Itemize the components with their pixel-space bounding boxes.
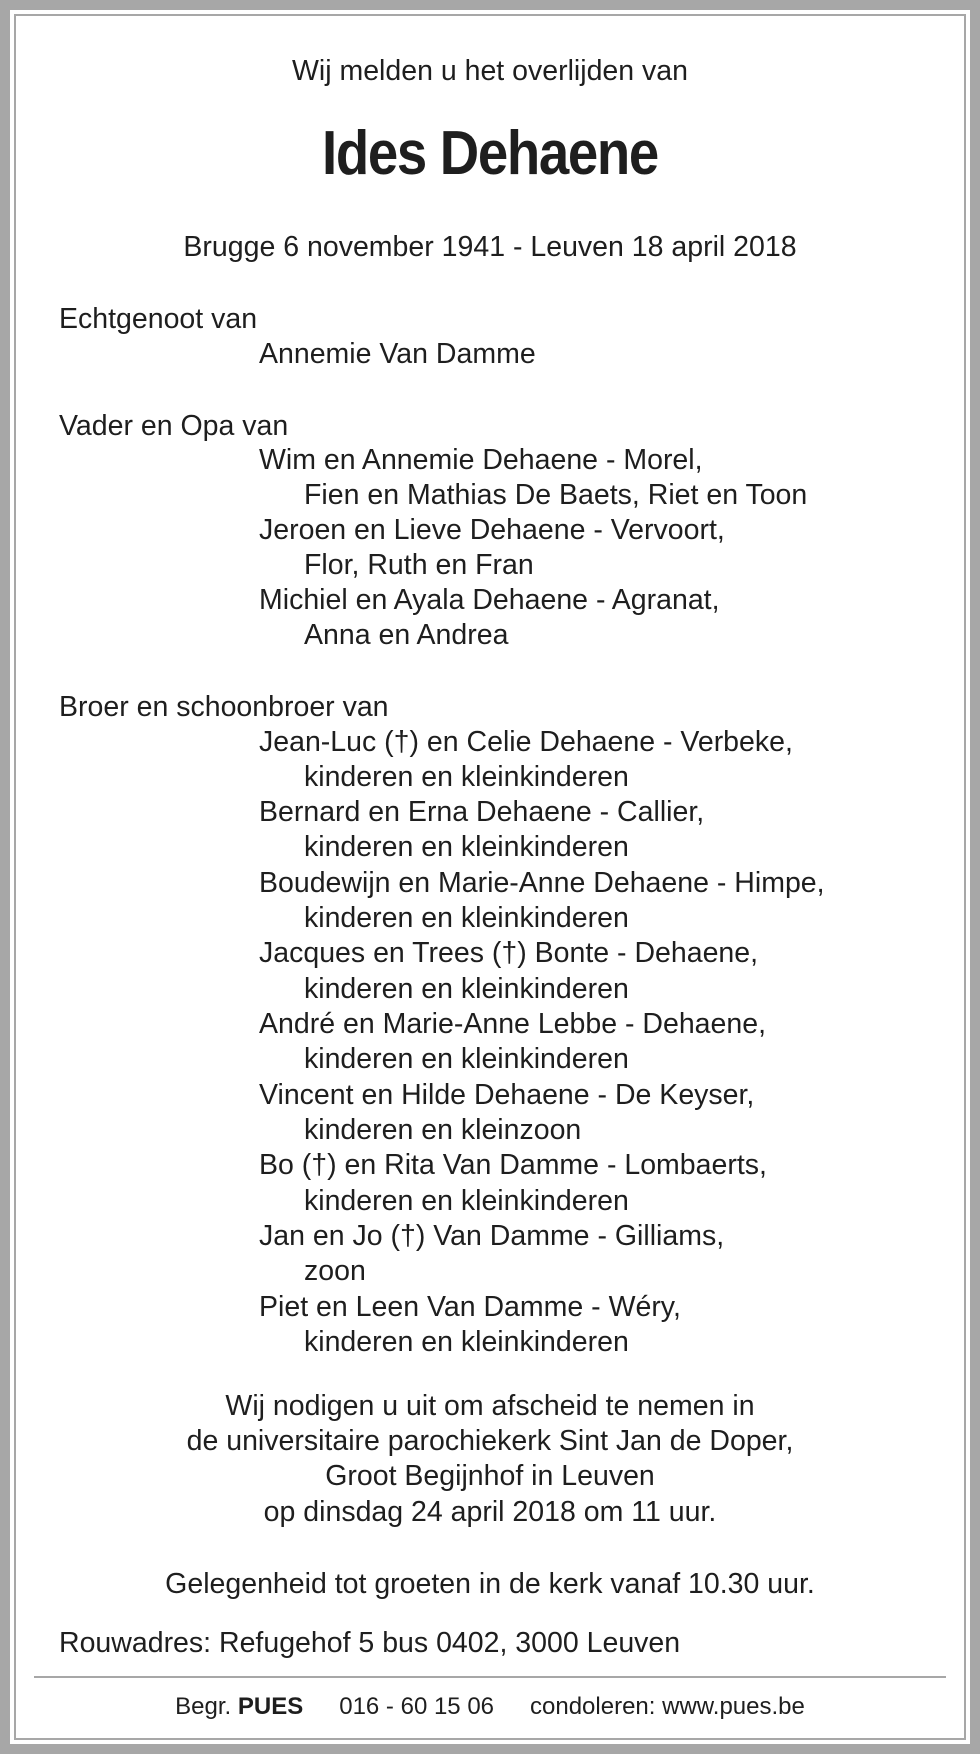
children-heading: Vader en Opa van [59, 410, 289, 442]
announcement-text: Wij melden u het overlijden van [291, 55, 689, 87]
visitation-text: Gelegenheid tot groeten in de kerk vanaf 10.30 uur. [165, 1568, 815, 1600]
footer-divider [34, 1676, 946, 1678]
mourning-address: Rouwadres: Refugehof 5 bus 0402, 3000 Leuven [59, 1627, 681, 1659]
sibling-descendants-line: kinderen en kleinkinderen [304, 1043, 629, 1075]
sibling-family-line: Jacques en Trees (†) Bonte - Dehaene, [259, 937, 759, 969]
spouse-heading: Echtgenoot van [59, 303, 258, 335]
sibling-family-line: Bernard en Erna Dehaene - Callier, [259, 796, 705, 828]
spouse-name: Annemie Van Damme [259, 338, 536, 370]
sibling-family-line: Jean-Luc (†) en Celie Dehaene - Verbeke, [259, 726, 793, 758]
grandchildren-line: Flor, Ruth en Fran [304, 549, 534, 581]
invitation-line: op dinsdag 24 april 2018 om 11 uur. [263, 1496, 717, 1528]
footer-condolence-link[interactable]: condoleren: www.pues.be [530, 1693, 805, 1720]
child-family-line: Jeroen en Lieve Dehaene - Vervoort, [259, 514, 725, 546]
life-dates: Brugge 6 november 1941 - Leuven 18 april 2018 [183, 231, 797, 263]
grandchildren-line: Anna en Andrea [304, 619, 509, 651]
sibling-descendants-line: kinderen en kleinkinderen [304, 1326, 629, 1358]
footer-phone: 016 - 60 15 06 [339, 1693, 495, 1720]
sibling-descendants-line: kinderen en kleinkinderen [304, 761, 629, 793]
sibling-descendants-line: zoon [304, 1255, 366, 1287]
child-family-line: Michiel en Ayala Dehaene - Agranat, [259, 584, 720, 616]
sibling-descendants-line: kinderen en kleinkinderen [304, 973, 629, 1005]
invitation-line: Groot Begijnhof in Leuven [325, 1460, 655, 1492]
funeral-home-footer [0, 1692, 980, 1722]
sibling-descendants-line: kinderen en kleinkinderen [304, 831, 629, 863]
sibling-family-line: Boudewijn en Marie-Anne Dehaene - Himpe, [259, 867, 825, 899]
sibling-family-line: Jan en Jo (†) Van Damme - Gilliams, [259, 1220, 725, 1252]
sibling-family-line: Piet en Leen Van Damme - Wéry, [259, 1291, 681, 1323]
grandchildren-line: Fien en Mathias De Baets, Riet en Toon [304, 479, 808, 511]
funeral-home-name: PUES [237, 1693, 304, 1720]
deceased-name: Ides Dehaene [322, 119, 658, 188]
sibling-descendants-line: kinderen en kleinkinderen [304, 1185, 629, 1217]
invitation-line: de universitaire parochiekerk Sint Jan de Doper, [186, 1425, 794, 1457]
sibling-family-line: Bo (†) en Rita Van Damme - Lombaerts, [259, 1149, 767, 1181]
sibling-family-line: André en Marie-Anne Lebbe - Dehaene, [259, 1008, 767, 1040]
sibling-descendants-line: kinderen en kleinzoon [304, 1114, 582, 1146]
child-family-line: Wim en Annemie Dehaene - Morel, [259, 444, 703, 476]
sibling-descendants-line: kinderen en kleinkinderen [304, 902, 629, 934]
sibling-family-line: Vincent en Hilde Dehaene - De Keyser, [259, 1079, 755, 1111]
invitation-line: Wij nodigen u uit om afscheid te nemen in [225, 1390, 755, 1422]
siblings-heading: Broer en schoonbroer van [59, 691, 389, 723]
footer-prefix: Begr. [175, 1693, 232, 1720]
